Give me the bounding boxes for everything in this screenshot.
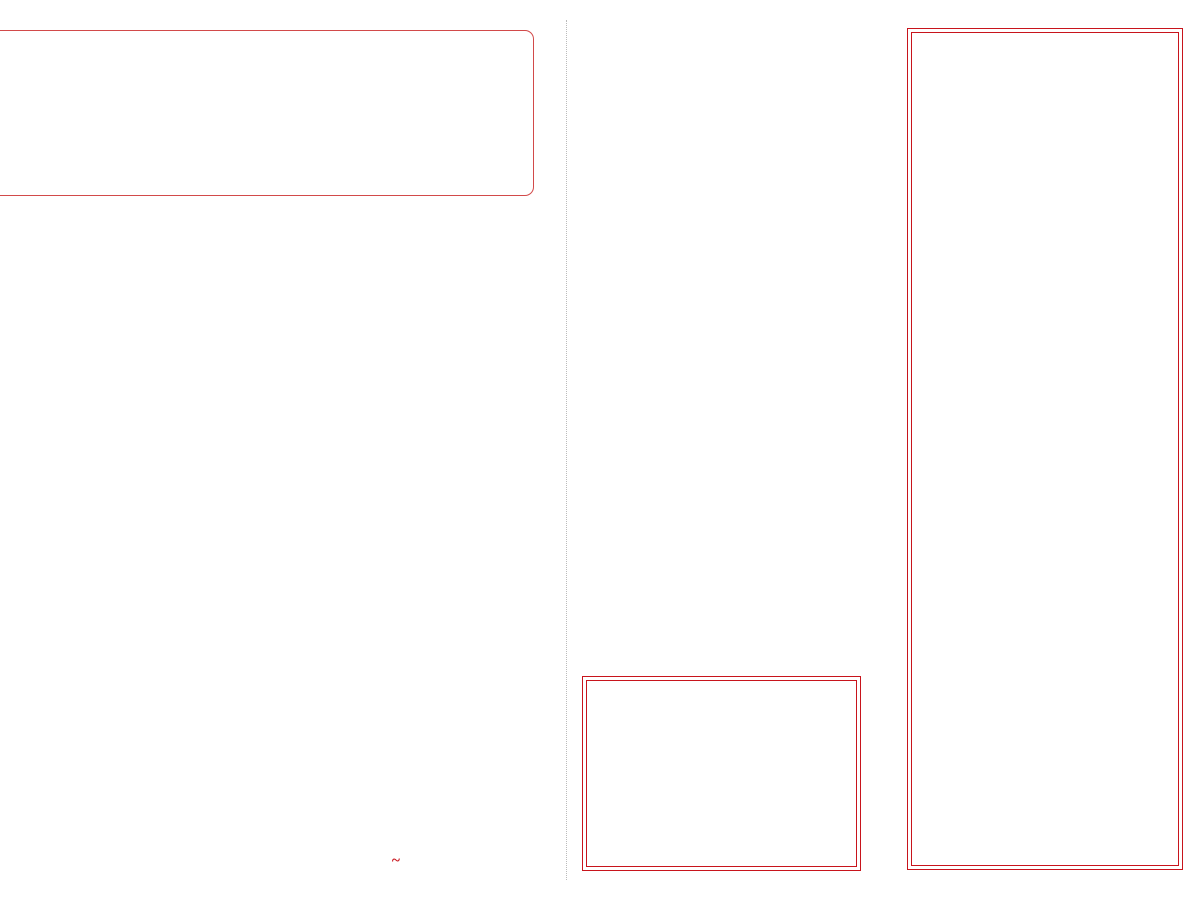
lo-mein-header bbox=[0, 713, 208, 729]
sweet-sour-header bbox=[258, 278, 534, 308]
chef-specialties-inner-box bbox=[911, 32, 1179, 866]
hot-spicy-title bbox=[258, 852, 534, 869]
egg-foo-young-header bbox=[584, 451, 859, 481]
vegetables-header bbox=[584, 298, 859, 328]
combination-platters-box bbox=[0, 30, 534, 196]
chow-mein-header bbox=[258, 208, 534, 238]
seafood-header bbox=[584, 27, 859, 57]
fried-rice-header bbox=[0, 595, 208, 611]
chicken-header bbox=[258, 360, 534, 390]
moo-shu-header bbox=[584, 222, 859, 252]
pork-header bbox=[258, 570, 534, 600]
hot-spicy-header bbox=[258, 852, 534, 870]
hk-chow-mein-header bbox=[580, 527, 862, 557]
soup-header bbox=[0, 456, 208, 472]
special-dishes-inner-box bbox=[586, 680, 857, 867]
side-orders-header bbox=[584, 593, 859, 611]
column-divider bbox=[566, 20, 567, 880]
mei-fun-header bbox=[0, 787, 230, 815]
beef-header bbox=[258, 662, 534, 692]
